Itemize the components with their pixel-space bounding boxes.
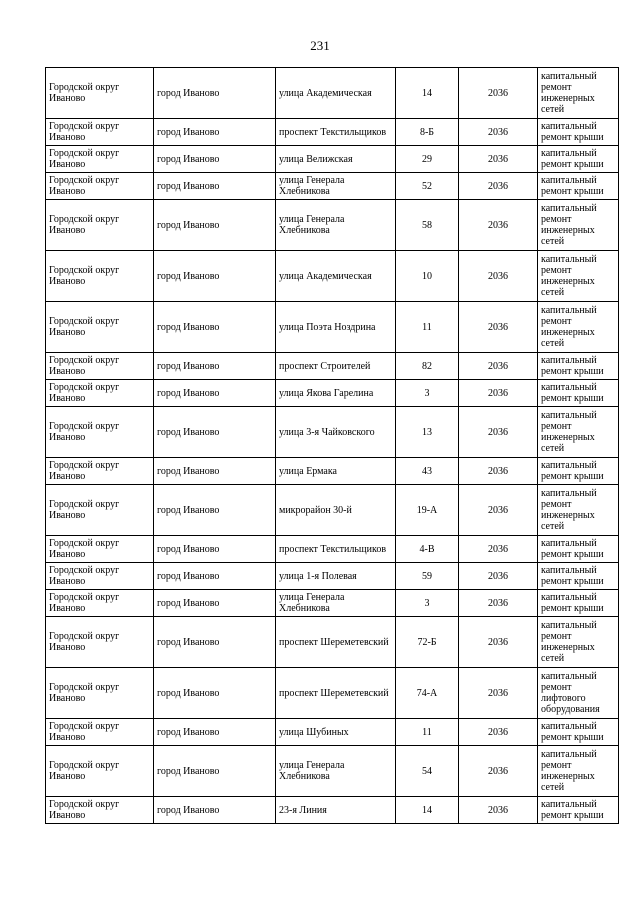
street-cell: улица 3-я Чайковского xyxy=(276,407,396,458)
work-type-cell: капитальный ремонт инженерных сетей xyxy=(538,251,619,302)
street-cell: улица Академическая xyxy=(276,251,396,302)
city-cell: город Иваново xyxy=(154,173,276,200)
street-cell: проспект Шереметевский xyxy=(276,617,396,668)
district-cell: Городской округ Иваново xyxy=(46,302,154,353)
table-row xyxy=(46,746,619,797)
house-number-cell: 3 xyxy=(396,380,459,407)
table-row xyxy=(46,251,619,302)
work-type-cell: капитальный ремонт крыши xyxy=(538,119,619,146)
house-number-cell: 19-А xyxy=(396,485,459,536)
city-cell: город Иваново xyxy=(154,302,276,353)
street-cell: улица Академическая xyxy=(276,68,396,119)
street-cell: улица Велижская xyxy=(276,146,396,173)
street-cell: улица Ермака xyxy=(276,458,396,485)
table-row xyxy=(46,353,619,380)
street-cell: улица Генерала Хлебникова xyxy=(276,173,396,200)
work-type-cell: капитальный ремонт крыши xyxy=(538,590,619,617)
year-cell: 2036 xyxy=(459,302,538,353)
house-number-cell: 11 xyxy=(396,719,459,746)
work-type-cell: капитальный ремонт инженерных сетей xyxy=(538,746,619,797)
city-cell: город Иваново xyxy=(154,380,276,407)
district-cell: Городской округ Иваново xyxy=(46,458,154,485)
house-number-cell: 54 xyxy=(396,746,459,797)
year-cell: 2036 xyxy=(459,353,538,380)
table-row xyxy=(46,119,619,146)
year-cell: 2036 xyxy=(459,617,538,668)
table-row xyxy=(46,797,619,824)
house-number-cell: 72-Б xyxy=(396,617,459,668)
table-row xyxy=(46,668,619,719)
table-row xyxy=(46,407,619,458)
page-number: 231 xyxy=(310,38,330,53)
house-number-cell: 8-Б xyxy=(396,119,459,146)
table-row xyxy=(46,719,619,746)
city-cell: город Иваново xyxy=(154,797,276,824)
table-row xyxy=(46,302,619,353)
year-cell: 2036 xyxy=(459,719,538,746)
house-number-cell: 14 xyxy=(396,68,459,119)
house-number-cell: 74-А xyxy=(396,668,459,719)
work-type-cell: капитальный ремонт крыши xyxy=(538,797,619,824)
table-row xyxy=(46,68,619,119)
district-cell: Городской округ Иваново xyxy=(46,668,154,719)
city-cell: город Иваново xyxy=(154,68,276,119)
house-number-cell: 82 xyxy=(396,353,459,380)
district-cell: Городской округ Иваново xyxy=(46,353,154,380)
house-number-cell: 58 xyxy=(396,200,459,251)
district-cell: Городской округ Иваново xyxy=(46,119,154,146)
table-row xyxy=(46,200,619,251)
district-cell: Городской округ Иваново xyxy=(46,617,154,668)
house-number-cell: 43 xyxy=(396,458,459,485)
district-cell: Городской округ Иваново xyxy=(46,719,154,746)
district-cell: Городской округ Иваново xyxy=(46,380,154,407)
city-cell: город Иваново xyxy=(154,251,276,302)
street-cell: проспект Текстильщиков xyxy=(276,119,396,146)
street-cell: микрорайон 30-й xyxy=(276,485,396,536)
city-cell: город Иваново xyxy=(154,617,276,668)
work-type-cell: капитальный ремонт инженерных сетей xyxy=(538,617,619,668)
registry-table-body xyxy=(46,68,619,824)
year-cell: 2036 xyxy=(459,251,538,302)
work-type-cell: капитальный ремонт инженерных сетей xyxy=(538,200,619,251)
house-number-cell: 11 xyxy=(396,302,459,353)
city-cell: город Иваново xyxy=(154,590,276,617)
year-cell: 2036 xyxy=(459,146,538,173)
table-row xyxy=(46,590,619,617)
year-cell: 2036 xyxy=(459,380,538,407)
district-cell: Городской округ Иваново xyxy=(46,797,154,824)
city-cell: город Иваново xyxy=(154,668,276,719)
city-cell: город Иваново xyxy=(154,458,276,485)
work-type-cell: капитальный ремонт крыши xyxy=(538,380,619,407)
year-cell: 2036 xyxy=(459,746,538,797)
street-cell: проспект Строителей xyxy=(276,353,396,380)
year-cell: 2036 xyxy=(459,407,538,458)
city-cell: город Иваново xyxy=(154,353,276,380)
house-number-cell: 59 xyxy=(396,563,459,590)
district-cell: Городской округ Иваново xyxy=(46,407,154,458)
street-cell: проспект Текстильщиков xyxy=(276,536,396,563)
year-cell: 2036 xyxy=(459,68,538,119)
table-row xyxy=(46,146,619,173)
street-cell: улица Поэта Ноздрина xyxy=(276,302,396,353)
district-cell: Городской округ Иваново xyxy=(46,200,154,251)
city-cell: город Иваново xyxy=(154,485,276,536)
district-cell: Городской округ Иваново xyxy=(46,173,154,200)
district-cell: Городской округ Иваново xyxy=(46,251,154,302)
year-cell: 2036 xyxy=(459,563,538,590)
district-cell: Городской округ Иваново xyxy=(46,68,154,119)
year-cell: 2036 xyxy=(459,485,538,536)
district-cell: Городской округ Иваново xyxy=(46,485,154,536)
street-cell: улица Якова Гарелина xyxy=(276,380,396,407)
work-type-cell: капитальный ремонт инженерных сетей xyxy=(538,407,619,458)
house-number-cell: 10 xyxy=(396,251,459,302)
city-cell: город Иваново xyxy=(154,119,276,146)
year-cell: 2036 xyxy=(459,200,538,251)
year-cell: 2036 xyxy=(459,536,538,563)
district-cell: Городской округ Иваново xyxy=(46,536,154,563)
city-cell: город Иваново xyxy=(154,200,276,251)
table-row xyxy=(46,563,619,590)
work-type-cell: капитальный ремонт крыши xyxy=(538,458,619,485)
table-row xyxy=(46,458,619,485)
year-cell: 2036 xyxy=(459,119,538,146)
street-cell: проспект Шереметевский xyxy=(276,668,396,719)
city-cell: город Иваново xyxy=(154,563,276,590)
work-type-cell: капитальный ремонт инженерных сетей xyxy=(538,302,619,353)
street-cell: улица Генерала Хлебникова xyxy=(276,746,396,797)
work-type-cell: капитальный ремонт крыши xyxy=(538,353,619,380)
city-cell: город Иваново xyxy=(154,407,276,458)
house-number-cell: 14 xyxy=(396,797,459,824)
city-cell: город Иваново xyxy=(154,536,276,563)
street-cell: улица Генерала Хлебникова xyxy=(276,590,396,617)
work-type-cell: капитальный ремонт лифтового оборудования xyxy=(538,668,619,719)
district-cell: Городской округ Иваново xyxy=(46,746,154,797)
year-cell: 2036 xyxy=(459,173,538,200)
year-cell: 2036 xyxy=(459,797,538,824)
table-row xyxy=(46,173,619,200)
table-row xyxy=(46,485,619,536)
district-cell: Городской округ Иваново xyxy=(46,146,154,173)
work-type-cell: капитальный ремонт крыши xyxy=(538,536,619,563)
repair-registry-table xyxy=(45,67,619,824)
district-cell: Городской округ Иваново xyxy=(46,590,154,617)
street-cell: улица Генерала Хлебникова xyxy=(276,200,396,251)
year-cell: 2036 xyxy=(459,590,538,617)
work-type-cell: капитальный ремонт крыши xyxy=(538,719,619,746)
table-row xyxy=(46,617,619,668)
year-cell: 2036 xyxy=(459,458,538,485)
district-cell: Городской округ Иваново xyxy=(46,563,154,590)
house-number-cell: 29 xyxy=(396,146,459,173)
city-cell: город Иваново xyxy=(154,746,276,797)
work-type-cell: капитальный ремонт инженерных сетей xyxy=(538,485,619,536)
house-number-cell: 3 xyxy=(396,590,459,617)
work-type-cell: капитальный ремонт крыши xyxy=(538,173,619,200)
table-row xyxy=(46,380,619,407)
house-number-cell: 13 xyxy=(396,407,459,458)
street-cell: 23-я Линия xyxy=(276,797,396,824)
work-type-cell: капитальный ремонт крыши xyxy=(538,563,619,590)
street-cell: улица Шубиных xyxy=(276,719,396,746)
street-cell: улица 1-я Полевая xyxy=(276,563,396,590)
table-row xyxy=(46,536,619,563)
house-number-cell: 4-В xyxy=(396,536,459,563)
work-type-cell: капитальный ремонт крыши xyxy=(538,146,619,173)
work-type-cell: капитальный ремонт инженерных сетей xyxy=(538,68,619,119)
city-cell: город Иваново xyxy=(154,719,276,746)
city-cell: город Иваново xyxy=(154,146,276,173)
house-number-cell: 52 xyxy=(396,173,459,200)
year-cell: 2036 xyxy=(459,668,538,719)
